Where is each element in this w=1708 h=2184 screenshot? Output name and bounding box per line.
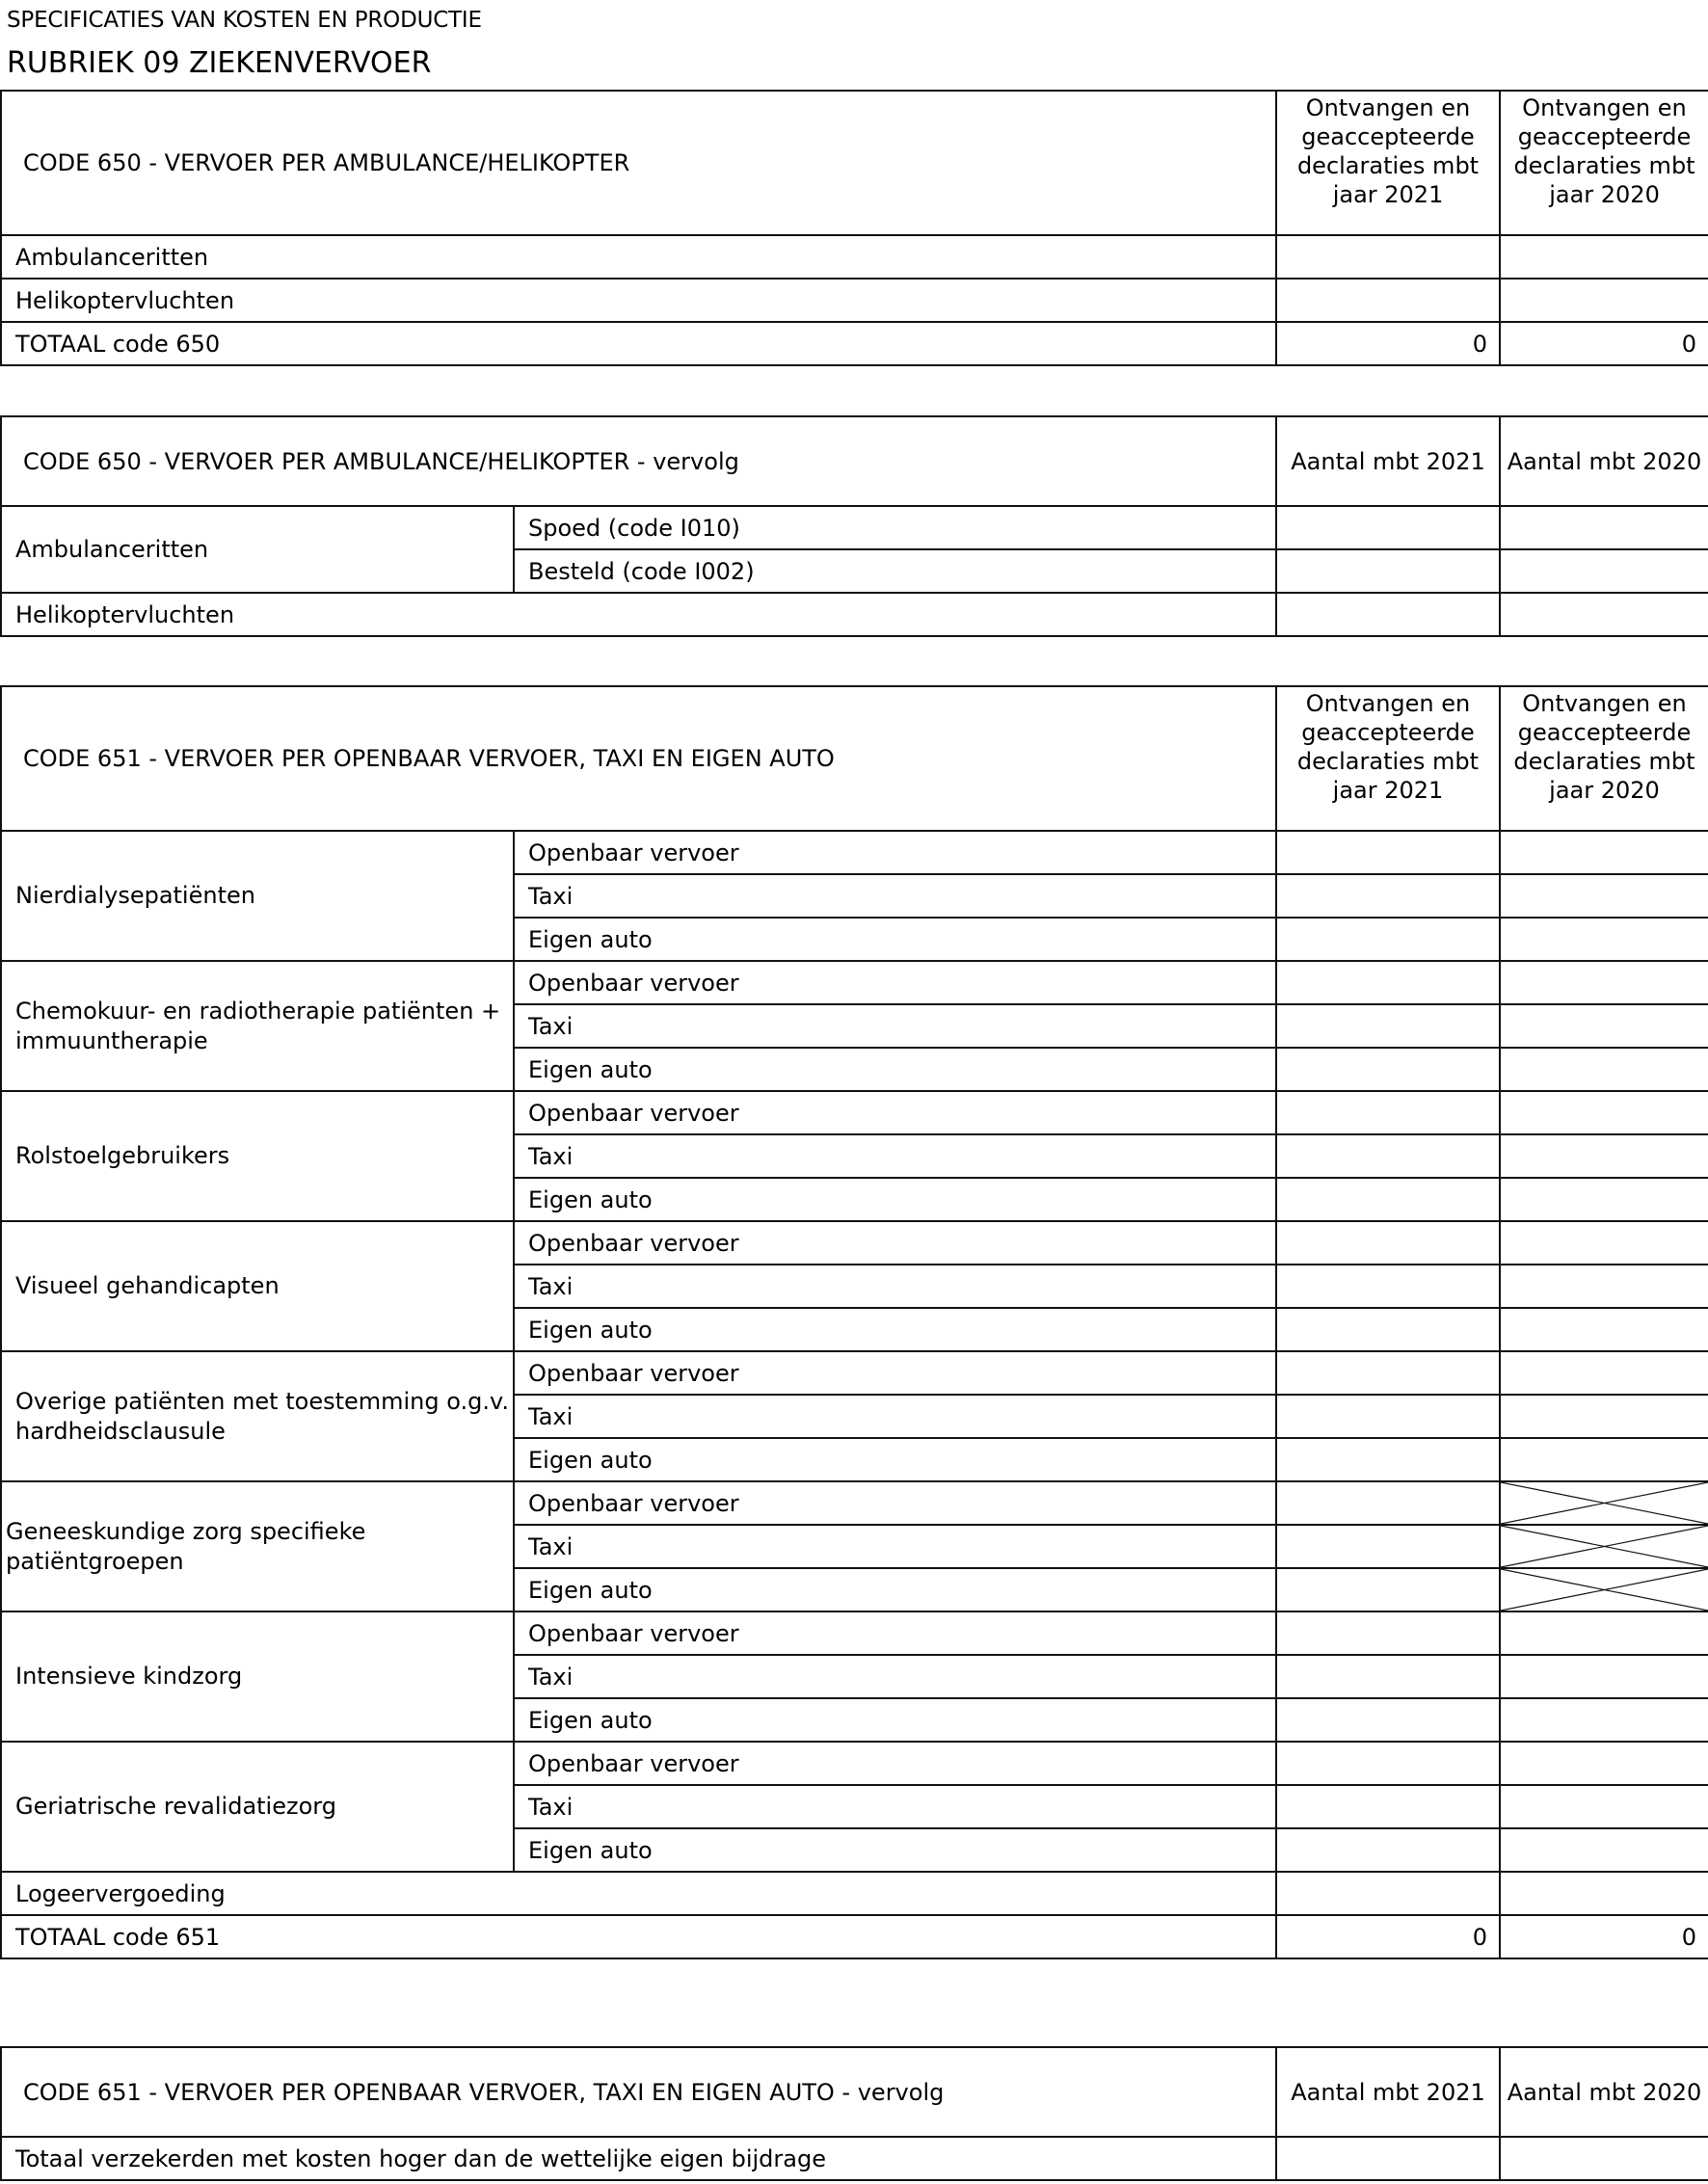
value-cell-2020[interactable] xyxy=(1500,593,1708,636)
table-header-row xyxy=(1,2047,1708,2137)
value-cell-2021[interactable] xyxy=(1276,1004,1500,1048)
group-label: Rolstoelgebruikers xyxy=(1,1091,514,1221)
value-cell-2020[interactable] xyxy=(1500,506,1708,549)
value-cell-2021[interactable] xyxy=(1276,1828,1500,1872)
value-cell-2020-disabled xyxy=(1500,1481,1708,1525)
table-title: CODE 650 - VERVOER PER AMBULANCE/HELIKOPTER xyxy=(1,91,1276,235)
table-header-row xyxy=(1,686,1708,831)
group-label: Ambulanceritten xyxy=(1,506,514,593)
value-cell-2021[interactable] xyxy=(1276,279,1500,322)
table-title: CODE 651 - VERVOER PER OPENBAAR VERVOER, TAXI EN EIGEN AUTO - vervolg xyxy=(1,2047,1276,2137)
crossed-out-cell-icon xyxy=(1501,1526,1708,1567)
value-cell-2021[interactable] xyxy=(1276,1611,1500,1655)
sub-row-label: Taxi xyxy=(514,874,1276,918)
sub-row-label: Taxi xyxy=(514,1134,1276,1178)
sub-row-label: Openbaar vervoer xyxy=(514,1091,1276,1134)
sub-row-label: Eigen auto xyxy=(514,918,1276,961)
crossed-out-cell-icon xyxy=(1501,1482,1708,1524)
value-cell-2021[interactable] xyxy=(1276,1742,1500,1785)
column-header-2020: Ontvangen en geaccepteerde declaraties mbt jaar 2020 xyxy=(1500,686,1708,831)
sub-row-label: Openbaar vervoer xyxy=(514,1221,1276,1265)
value-cell-2020[interactable] xyxy=(1500,279,1708,322)
group-label: Chemokuur- en radiotherapie patiënten + immuuntherapie xyxy=(1,961,514,1091)
table-row xyxy=(1,1611,1708,1655)
value-cell-2021[interactable] xyxy=(1276,1872,1500,1915)
code-650-vervolg-table xyxy=(0,415,1708,637)
sub-row-label: Eigen auto xyxy=(514,1308,1276,1351)
row-label: Helikoptervluchten xyxy=(1,279,1276,322)
table-title: CODE 650 - VERVOER PER AMBULANCE/HELIKOPTER - vervolg xyxy=(1,416,1276,506)
sub-row-label: Eigen auto xyxy=(514,1568,1276,1611)
value-cell-2020[interactable] xyxy=(1500,1785,1708,1828)
value-cell-2020[interactable] xyxy=(1500,1438,1708,1481)
value-cell-2020[interactable] xyxy=(1500,1872,1708,1915)
row-label: Helikoptervluchten xyxy=(1,593,1276,636)
value-cell-2020[interactable] xyxy=(1500,918,1708,961)
value-cell-2021[interactable] xyxy=(1276,235,1500,279)
group-label: Visueel gehandicapten xyxy=(1,1221,514,1351)
sub-row-label: Eigen auto xyxy=(514,1828,1276,1872)
table-row xyxy=(1,593,1708,636)
value-cell-2020-disabled xyxy=(1500,1525,1708,1568)
code-650-table xyxy=(0,90,1708,366)
sub-row-label: Eigen auto xyxy=(514,1698,1276,1742)
value-cell-2021[interactable] xyxy=(1276,2137,1500,2180)
table-title: CODE 651 - VERVOER PER OPENBAAR VERVOER, TAXI EN EIGEN AUTO xyxy=(1,686,1276,831)
table-row xyxy=(1,961,1708,1004)
table-header-row xyxy=(1,91,1708,235)
value-cell-2020[interactable] xyxy=(1500,1265,1708,1308)
value-cell-2020[interactable] xyxy=(1500,1351,1708,1395)
table-row xyxy=(1,1091,1708,1134)
group-label: Geneeskundige zorg specifieke patiëntgroepen xyxy=(1,1481,514,1611)
sub-row-label: Openbaar vervoer xyxy=(514,1611,1276,1655)
value-cell-2020[interactable] xyxy=(1500,1742,1708,1785)
value-cell-2020[interactable] xyxy=(1500,1395,1708,1438)
table-row xyxy=(1,1221,1708,1265)
value-cell-2021[interactable] xyxy=(1276,1785,1500,1828)
value-cell-2021[interactable] xyxy=(1276,1525,1500,1568)
value-cell-2020[interactable] xyxy=(1500,1611,1708,1655)
value-cell-2021[interactable] xyxy=(1276,506,1500,549)
sub-row-label: Taxi xyxy=(514,1525,1276,1568)
value-cell-2021[interactable] xyxy=(1276,1134,1500,1178)
value-cell-2021[interactable] xyxy=(1276,1265,1500,1308)
table-row xyxy=(1,506,1708,549)
row-label: TOTAAL code 650 xyxy=(1,322,1276,365)
value-cell-2020[interactable] xyxy=(1500,874,1708,918)
value-cell-2021[interactable] xyxy=(1276,1091,1500,1134)
column-header-2020: Aantal mbt 2020 xyxy=(1500,416,1708,506)
value-cell-2020[interactable] xyxy=(1500,1308,1708,1351)
value-cell-2021[interactable] xyxy=(1276,1568,1500,1611)
row-label: Ambulanceritten xyxy=(1,235,1276,279)
sub-row-label: Eigen auto xyxy=(514,1048,1276,1091)
sub-row-label: Openbaar vervoer xyxy=(514,1481,1276,1525)
value-cell-2021[interactable] xyxy=(1276,874,1500,918)
sub-row-label: Eigen auto xyxy=(514,1178,1276,1221)
value-cell-2021[interactable] xyxy=(1276,1178,1500,1221)
code-651-vervolg-table xyxy=(0,2046,1708,2181)
column-header-2021: Ontvangen en geaccepteerde declaraties mbt jaar 2021 xyxy=(1276,91,1500,235)
value-cell-2020[interactable] xyxy=(1500,235,1708,279)
document-title: SPECIFICATIES VAN KOSTEN EN PRODUCTIE xyxy=(7,8,482,33)
value-cell-2020[interactable] xyxy=(1500,1828,1708,1872)
value-cell-2020[interactable] xyxy=(1500,1048,1708,1091)
table-row xyxy=(1,2137,1708,2180)
row-label: Totaal verzekerden met kosten hoger dan de wettelijke eigen bijdrage xyxy=(1,2137,1276,2180)
sub-row-label: Taxi xyxy=(514,1395,1276,1438)
table-row xyxy=(1,279,1708,322)
sub-row-label: Besteld (code I002) xyxy=(514,549,1276,593)
group-label: Geriatrische revalidatiezorg xyxy=(1,1742,514,1872)
value-cell-2021[interactable] xyxy=(1276,1221,1500,1265)
value-cell-2020[interactable] xyxy=(1500,1698,1708,1742)
sub-row-label: Eigen auto xyxy=(514,1438,1276,1481)
sub-row-label: Openbaar vervoer xyxy=(514,831,1276,874)
value-cell-2020[interactable] xyxy=(1500,1134,1708,1178)
group-label: Intensieve kindzorg xyxy=(1,1611,514,1742)
column-header-2021: Aantal mbt 2021 xyxy=(1276,416,1500,506)
table-row xyxy=(1,235,1708,279)
code-651-table xyxy=(0,685,1708,1959)
table-row xyxy=(1,831,1708,874)
total-cell-2021: 0 xyxy=(1276,322,1500,365)
total-row xyxy=(1,322,1708,365)
value-cell-2021[interactable] xyxy=(1276,1048,1500,1091)
sub-row-label: Openbaar vervoer xyxy=(514,961,1276,1004)
table-row xyxy=(1,1742,1708,1785)
section-title: RUBRIEK 09 ZIEKENVERVOER xyxy=(7,46,432,80)
group-label: Overige patiënten met toestemming o.g.v. hardheidsclausule xyxy=(1,1351,514,1481)
value-cell-2021[interactable] xyxy=(1276,1655,1500,1698)
value-cell-2021[interactable] xyxy=(1276,1351,1500,1395)
value-cell-2021[interactable] xyxy=(1276,1308,1500,1351)
value-cell-2021[interactable] xyxy=(1276,549,1500,593)
value-cell-2020[interactable] xyxy=(1500,831,1708,874)
sub-row-label: Taxi xyxy=(514,1004,1276,1048)
total-row xyxy=(1,1915,1708,1958)
value-cell-2021[interactable] xyxy=(1276,593,1500,636)
value-cell-2020[interactable] xyxy=(1500,1004,1708,1048)
total-cell-2021: 0 xyxy=(1276,1915,1500,1958)
column-header-2020: Aantal mbt 2020 xyxy=(1500,2047,1708,2137)
sub-row-label: Openbaar vervoer xyxy=(514,1742,1276,1785)
column-header-2021: Ontvangen en geaccepteerde declaraties mbt jaar 2021 xyxy=(1276,686,1500,831)
row-label: Logeervergoeding xyxy=(1,1872,1276,1915)
value-cell-2020-disabled xyxy=(1500,1568,1708,1611)
value-cell-2021[interactable] xyxy=(1276,918,1500,961)
group-label: Nierdialysepatiënten xyxy=(1,831,514,961)
value-cell-2020[interactable] xyxy=(1500,2137,1708,2180)
table-row xyxy=(1,1351,1708,1395)
sub-row-label: Taxi xyxy=(514,1655,1276,1698)
value-cell-2021[interactable] xyxy=(1276,831,1500,874)
value-cell-2021[interactable] xyxy=(1276,1438,1500,1481)
value-cell-2020[interactable] xyxy=(1500,1655,1708,1698)
sub-row-label: Openbaar vervoer xyxy=(514,1351,1276,1395)
column-header-2020: Ontvangen en geaccepteerde declaraties mbt jaar 2020 xyxy=(1500,91,1708,235)
value-cell-2021[interactable] xyxy=(1276,1395,1500,1438)
sub-row-label: Spoed (code I010) xyxy=(514,506,1276,549)
value-cell-2021[interactable] xyxy=(1276,1698,1500,1742)
sub-row-label: Taxi xyxy=(514,1785,1276,1828)
sub-row-label: Taxi xyxy=(514,1265,1276,1308)
table-row xyxy=(1,1481,1708,1525)
column-header-2021: Aantal mbt 2021 xyxy=(1276,2047,1500,2137)
total-cell-2020: 0 xyxy=(1500,322,1708,365)
table-row xyxy=(1,1872,1708,1915)
value-cell-2021[interactable] xyxy=(1276,1481,1500,1525)
value-cell-2020[interactable] xyxy=(1500,1091,1708,1134)
value-cell-2020[interactable] xyxy=(1500,961,1708,1004)
table-header-row xyxy=(1,416,1708,506)
total-cell-2020: 0 xyxy=(1500,1915,1708,1958)
value-cell-2020[interactable] xyxy=(1500,1178,1708,1221)
value-cell-2020[interactable] xyxy=(1500,1221,1708,1265)
crossed-out-cell-icon xyxy=(1501,1569,1708,1611)
row-label: TOTAAL code 651 xyxy=(1,1915,1276,1958)
value-cell-2020[interactable] xyxy=(1500,549,1708,593)
value-cell-2021[interactable] xyxy=(1276,961,1500,1004)
